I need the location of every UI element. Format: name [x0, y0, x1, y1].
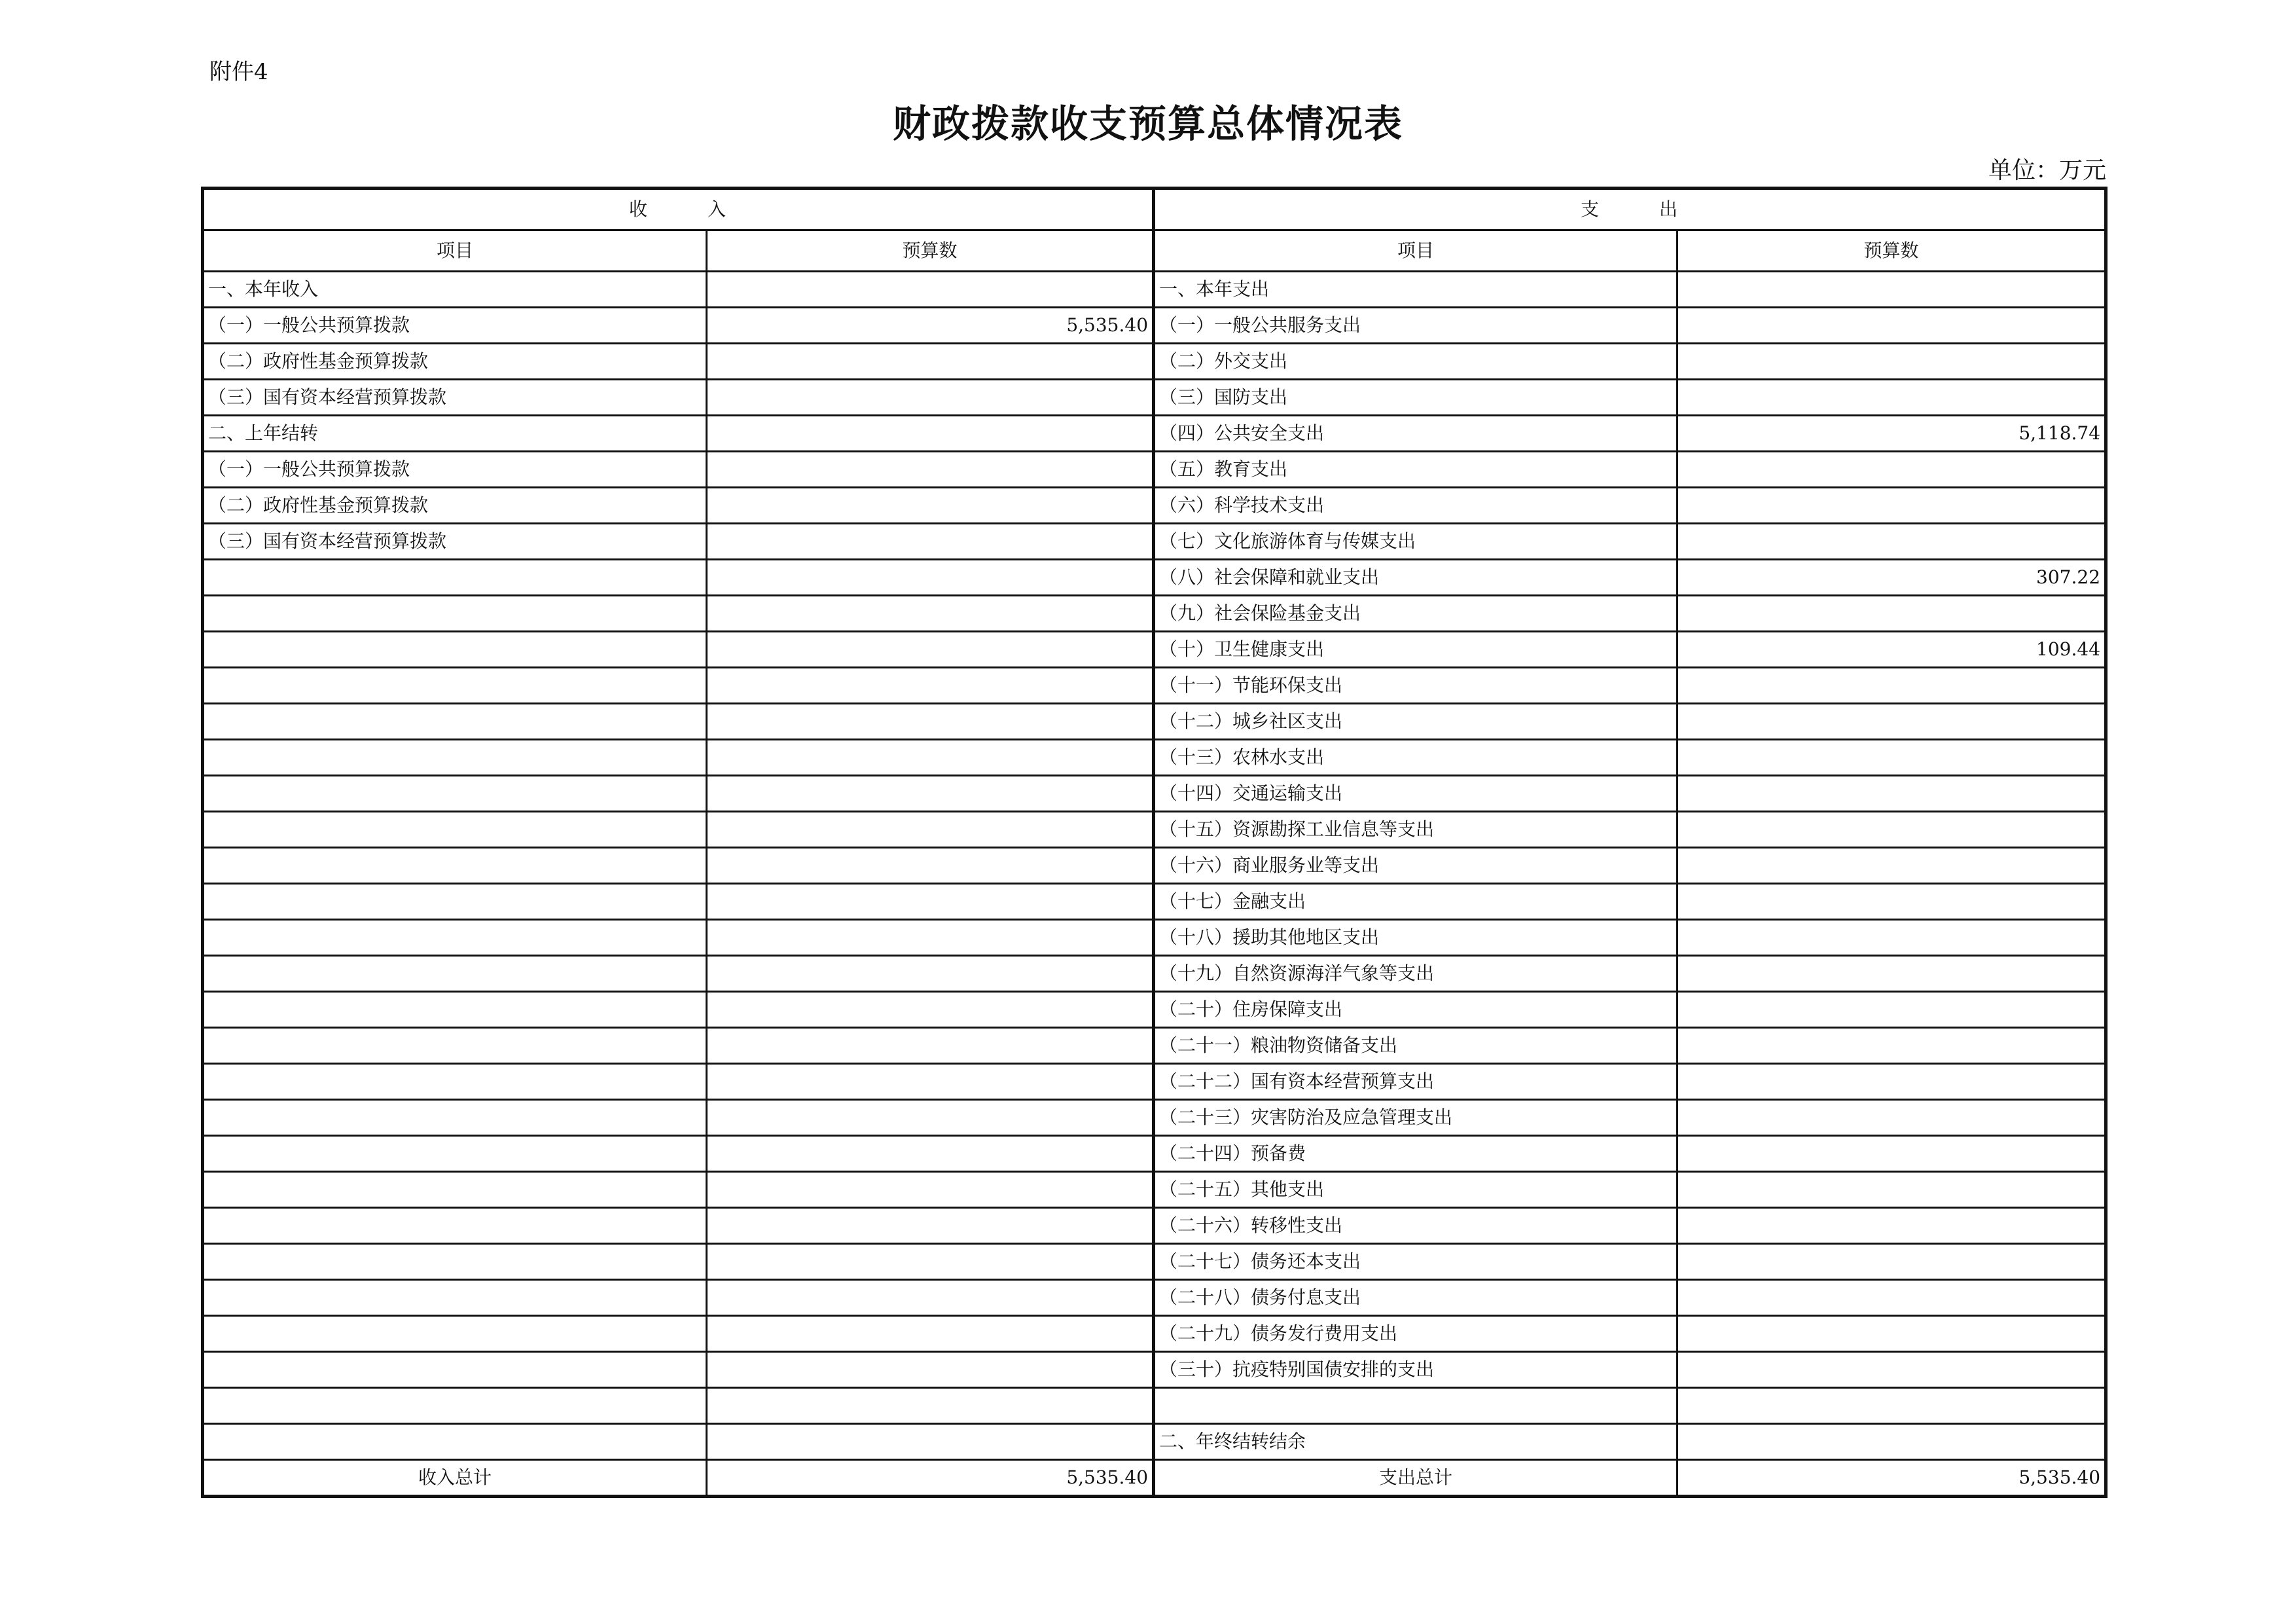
expense-amount-cell: [1677, 1280, 2106, 1316]
table-row: [203, 1316, 2106, 1352]
income-amount-cell: [707, 560, 1154, 596]
expense-amount-cell: [1677, 488, 2106, 524]
expense-amount-cell: [1677, 1136, 2106, 1172]
income-amount-cell: [707, 1424, 1154, 1460]
income-item-cell: 一、本年收入: [203, 272, 707, 308]
expense-item-cell: （六）科学技术支出: [1154, 488, 1677, 524]
table-row: [203, 1352, 2106, 1388]
income-amount-cell: [707, 1352, 1154, 1388]
income-amount-cell: [707, 1136, 1154, 1172]
expense-amount-cell: [1677, 452, 2106, 488]
table-row: [203, 992, 2106, 1028]
expense-item-cell: （一）一般公共服务支出: [1154, 308, 1677, 344]
income-item-cell: [203, 992, 707, 1028]
expense-amount-cell: [1677, 1100, 2106, 1136]
table-row: [203, 920, 2106, 956]
expense-item-cell: （十）卫生健康支出: [1154, 632, 1677, 668]
income-item-cell: [203, 1244, 707, 1280]
income-amount-cell: [707, 668, 1154, 704]
expense-amount-cell: [1677, 272, 2106, 308]
table-row: [203, 1244, 2106, 1280]
table-row: [203, 776, 2106, 812]
expense-amount-cell: [1677, 704, 2106, 740]
expense-item-cell: （十八）援助其他地区支出: [1154, 920, 1677, 956]
expense-item-cell: （三）国防支出: [1154, 380, 1677, 416]
income-item-cell: [203, 884, 707, 920]
expense-item-cell: 一、本年支出: [1154, 272, 1677, 308]
expense-amount-cell: 5,118.74: [1677, 416, 2106, 452]
income-amount-cell: [707, 740, 1154, 776]
income-amount-cell: [707, 704, 1154, 740]
income-amount-cell: [707, 1208, 1154, 1244]
income-amount-cell: [707, 380, 1154, 416]
expense-amount-cell: [1677, 812, 2106, 848]
table-row: [203, 488, 2106, 524]
header-income-amount: 预算数: [707, 230, 1154, 272]
expense-amount-cell: [1677, 884, 2106, 920]
table-row: [203, 812, 2106, 848]
table-row: [203, 668, 2106, 704]
attachment-label: 附件4: [209, 59, 268, 85]
income-amount-cell: [707, 1064, 1154, 1100]
income-item-cell: [203, 1352, 707, 1388]
income-item-cell: [203, 1424, 707, 1460]
income-item-cell: [203, 920, 707, 956]
expense-item-cell: 二、年终结转结余: [1154, 1424, 1677, 1460]
section-expense: 支 出: [1154, 189, 2106, 230]
table-row: [203, 308, 2106, 344]
table-body: [203, 272, 2106, 1460]
expense-total-label: 支出总计: [1154, 1460, 1677, 1497]
income-amount-cell: [707, 416, 1154, 452]
income-amount-cell: [707, 272, 1154, 308]
expense-amount-cell: [1677, 956, 2106, 992]
income-amount-cell: [707, 848, 1154, 884]
header-income-item: 项目: [203, 230, 707, 272]
income-item-cell: [203, 1136, 707, 1172]
expense-amount-cell: [1677, 740, 2106, 776]
expense-amount-cell: [1677, 596, 2106, 632]
income-amount-cell: [707, 1100, 1154, 1136]
income-item-cell: （三）国有资本经营预算拨款: [203, 524, 707, 560]
table-row: [203, 1100, 2106, 1136]
income-amount-cell: [707, 596, 1154, 632]
income-item-cell: [203, 1208, 707, 1244]
expense-amount-cell: [1677, 776, 2106, 812]
expense-amount-cell: [1677, 524, 2106, 560]
expense-amount-cell: [1677, 1208, 2106, 1244]
expense-item-cell: [1154, 1388, 1677, 1424]
table-row: [203, 632, 2106, 668]
expense-item-cell: （二十三）灾害防治及应急管理支出: [1154, 1100, 1677, 1136]
income-item-cell: [203, 632, 707, 668]
table-row: [203, 1208, 2106, 1244]
income-amount-cell: [707, 920, 1154, 956]
expense-amount-cell: [1677, 1352, 2106, 1388]
expense-total-amount: 5,535.40: [1677, 1460, 2106, 1497]
expense-item-cell: （十九）自然资源海洋气象等支出: [1154, 956, 1677, 992]
table-row: [203, 596, 2106, 632]
expense-item-cell: （十五）资源勘探工业信息等支出: [1154, 812, 1677, 848]
table-row: [203, 1424, 2106, 1460]
column-header-row: [203, 230, 2106, 272]
expense-amount-cell: [1677, 380, 2106, 416]
expense-amount-cell: [1677, 920, 2106, 956]
page-title: 财政拨款收支预算总体情况表: [892, 101, 1403, 146]
unit-label: 单位：万元: [1988, 157, 2106, 184]
income-amount-cell: [707, 452, 1154, 488]
income-item-cell: [203, 1172, 707, 1208]
totals-row: [203, 1460, 2106, 1497]
expense-item-cell: （十七）金融支出: [1154, 884, 1677, 920]
table-row: [203, 1280, 2106, 1316]
income-item-cell: （一）一般公共预算拨款: [203, 308, 707, 344]
income-item-cell: 二、上年结转: [203, 416, 707, 452]
income-amount-cell: [707, 524, 1154, 560]
table-row: [203, 1136, 2106, 1172]
income-item-cell: [203, 1316, 707, 1352]
expense-amount-cell: [1677, 668, 2106, 704]
expense-amount-cell: [1677, 1172, 2106, 1208]
table-row: [203, 416, 2106, 452]
income-amount-cell: [707, 812, 1154, 848]
expense-item-cell: （十二）城乡社区支出: [1154, 704, 1677, 740]
income-item-cell: （一）一般公共预算拨款: [203, 452, 707, 488]
expense-amount-cell: [1677, 1316, 2106, 1352]
table-row: [203, 524, 2106, 560]
expense-amount-cell: [1677, 308, 2106, 344]
expense-amount-cell: [1677, 1028, 2106, 1064]
income-item-cell: [203, 740, 707, 776]
expense-amount-cell: [1677, 1388, 2106, 1424]
expense-amount-cell: [1677, 1424, 2106, 1460]
table-row: [203, 560, 2106, 596]
income-item-cell: [203, 776, 707, 812]
header-expense-item: 项目: [1154, 230, 1677, 272]
expense-amount-cell: [1677, 1064, 2106, 1100]
table-row: [203, 272, 2106, 308]
expense-amount-cell: [1677, 848, 2106, 884]
income-item-cell: [203, 848, 707, 884]
income-amount-cell: [707, 1244, 1154, 1280]
income-amount-cell: [707, 776, 1154, 812]
income-amount-cell: [707, 884, 1154, 920]
expense-amount-cell: 307.22: [1677, 560, 2106, 596]
income-item-cell: [203, 596, 707, 632]
section-income: 收 入: [203, 189, 1154, 230]
income-amount-cell: [707, 1280, 1154, 1316]
expense-item-cell: （十六）商业服务业等支出: [1154, 848, 1677, 884]
table-row: [203, 344, 2106, 380]
income-amount-cell: [707, 1388, 1154, 1424]
income-amount-cell: 5,535.40: [707, 308, 1154, 344]
table-row: [203, 740, 2106, 776]
section-header-row: [203, 189, 2106, 230]
expense-item-cell: （二）外交支出: [1154, 344, 1677, 380]
budget-table: [201, 187, 2108, 1498]
expense-item-cell: （二十九）债务发行费用支出: [1154, 1316, 1677, 1352]
expense-item-cell: （二十四）预备费: [1154, 1136, 1677, 1172]
income-amount-cell: [707, 956, 1154, 992]
expense-item-cell: （五）教育支出: [1154, 452, 1677, 488]
income-item-cell: [203, 1280, 707, 1316]
expense-item-cell: （三十）抗疫特别国债安排的支出: [1154, 1352, 1677, 1388]
table-row: [203, 1028, 2106, 1064]
expense-amount-cell: [1677, 344, 2106, 380]
expense-amount-cell: 109.44: [1677, 632, 2106, 668]
expense-item-cell: （二十五）其他支出: [1154, 1172, 1677, 1208]
income-amount-cell: [707, 1028, 1154, 1064]
income-amount-cell: [707, 488, 1154, 524]
income-item-cell: [203, 668, 707, 704]
expense-item-cell: （二十二）国有资本经营预算支出: [1154, 1064, 1677, 1100]
table-row: [203, 1388, 2106, 1424]
income-item-cell: [203, 956, 707, 992]
table-row: [203, 380, 2106, 416]
income-item-cell: （二）政府性基金预算拨款: [203, 488, 707, 524]
table-row: [203, 848, 2106, 884]
income-item-cell: [203, 812, 707, 848]
header-expense-amount: 预算数: [1677, 230, 2106, 272]
income-item-cell: [203, 1100, 707, 1136]
income-item-cell: [203, 1388, 707, 1424]
expense-item-cell: （二十）住房保障支出: [1154, 992, 1677, 1028]
expense-item-cell: （九）社会保险基金支出: [1154, 596, 1677, 632]
income-item-cell: [203, 1064, 707, 1100]
income-amount-cell: [707, 632, 1154, 668]
expense-item-cell: （二十一）粮油物资储备支出: [1154, 1028, 1677, 1064]
income-amount-cell: [707, 1316, 1154, 1352]
expense-item-cell: （十一）节能环保支出: [1154, 668, 1677, 704]
table-row: [203, 884, 2106, 920]
expense-item-cell: （四）公共安全支出: [1154, 416, 1677, 452]
income-amount-cell: [707, 992, 1154, 1028]
income-amount-cell: [707, 1172, 1154, 1208]
expense-item-cell: （七）文化旅游体育与传媒支出: [1154, 524, 1677, 560]
table-row: [203, 1064, 2106, 1100]
income-total-amount: 5,535.40: [707, 1460, 1154, 1497]
expense-item-cell: （十四）交通运输支出: [1154, 776, 1677, 812]
expense-item-cell: （二十六）转移性支出: [1154, 1208, 1677, 1244]
expense-item-cell: （二十七）债务还本支出: [1154, 1244, 1677, 1280]
table-row: [203, 704, 2106, 740]
income-item-cell: （二）政府性基金预算拨款: [203, 344, 707, 380]
table-row: [203, 1172, 2106, 1208]
expense-amount-cell: [1677, 992, 2106, 1028]
expense-item-cell: （十三）农林水支出: [1154, 740, 1677, 776]
income-item-cell: [203, 1028, 707, 1064]
income-item-cell: （三）国有资本经营预算拨款: [203, 380, 707, 416]
table-row: [203, 452, 2106, 488]
table-row: [203, 956, 2106, 992]
income-amount-cell: [707, 344, 1154, 380]
income-total-label: 收入总计: [203, 1460, 707, 1497]
income-item-cell: [203, 704, 707, 740]
expense-item-cell: （二十八）债务付息支出: [1154, 1280, 1677, 1316]
expense-item-cell: （八）社会保障和就业支出: [1154, 560, 1677, 596]
expense-amount-cell: [1677, 1244, 2106, 1280]
income-item-cell: [203, 560, 707, 596]
